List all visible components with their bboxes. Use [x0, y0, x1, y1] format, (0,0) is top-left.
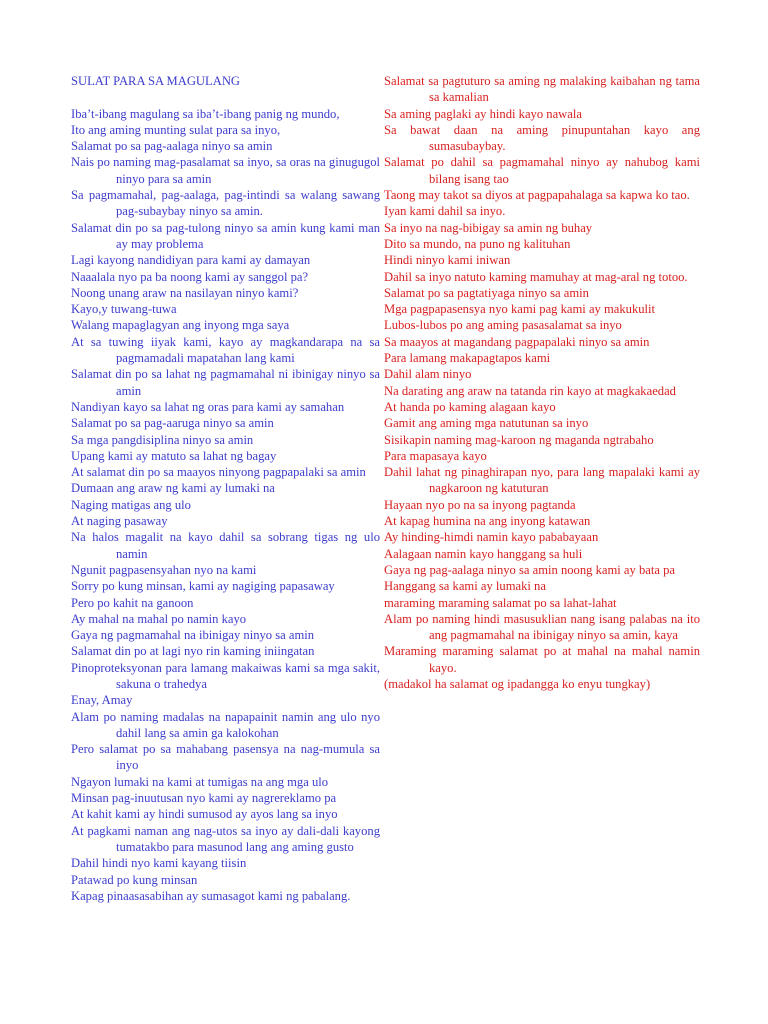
- poem-line: Ngunit pagpasensyahan nyo na kami: [71, 562, 257, 577]
- poem-line: Iba’t-ibang magulang sa iba’t-ibang panig ng mundo,: [71, 106, 340, 121]
- poem-line: Dahil alam ninyo: [384, 367, 472, 382]
- poem-line: Na darating ang araw na tatanda rin kayo at magkakaedad: [384, 383, 676, 398]
- poem-line: At sa tuwing iiyak kami, kayo ay magkandarapa na sa pagmamadali mapatahan lang kami: [71, 334, 380, 366]
- poem-line: Ay hinding-himdi namin kayo pababayaan: [384, 530, 599, 545]
- poem-line: Mga pagpapasensya nyo kami pag kami ay makukulit: [384, 302, 656, 317]
- poem-line: Sisikapin naming mag-karoon ng maganda ngtrabaho: [384, 432, 654, 447]
- poem-line: At kahit kami ay hindi sumusod ay ayos lang sa inyo: [71, 807, 338, 822]
- poem-line: Sa aming paglaki ay hindi kayo nawala: [384, 106, 582, 121]
- poem-line: At salamat din po sa maayos ninyong pagpapalaki sa amin: [71, 465, 366, 480]
- poem-line: Kayo,y tuwang-tuwa: [71, 302, 177, 317]
- poem-line: Salamat po sa pag-aalaga ninyo sa amin: [71, 139, 273, 154]
- poem-line: (madakol ha salamat og ipadangga ko enyu tungkay): [384, 676, 651, 691]
- poem-line: Pinoproteksyonan para lamang makaiwas kami sa mga sakit, sakuna o trahedya: [71, 660, 380, 691]
- poem-line: Salamat po dahil sa pagmamahal ninyo ay nahubog kami bilang isang tao: [384, 155, 700, 186]
- poem-line: Naaalala nyo pa ba noong kami ay sanggol pa?: [71, 269, 309, 284]
- poem-line: maraming maraming salamat po sa lahat-lahat: [384, 595, 617, 610]
- poem-line: Dahil lahat ng pinaghirapan nyo, para lang mapalaki kami ay nagkaroon ng katuturan: [384, 465, 700, 496]
- poem-line: Salamat po sa pag-aaruga ninyo sa amin: [71, 416, 274, 431]
- poem-line: Alam po naming hindi masusuklian nang isang palabas na ito ang pagmamahal na ibinigay ninyo sa amin, kaya: [384, 611, 700, 643]
- document-title: SULAT PARA SA MAGULANG: [71, 74, 241, 88]
- poem-line: Nandiyan kayo sa lahat ng oras para kami ay samahan: [71, 399, 345, 414]
- poem-line: Salamat din po at lagi nyo rin kaming iniingatan: [71, 644, 315, 659]
- poem-line: Sa pagmamahal, pag-aalaga, pag-intindi sa walang sawang pag-subaybay ninyo sa amin.: [71, 188, 380, 219]
- poem-line: Dahil hindi nyo kami kayang tiisin: [71, 856, 247, 871]
- poem-line: Salamat po sa pagtatiyaga ninyo sa amin: [384, 285, 589, 300]
- poem-line: Dumaan ang araw ng kami ay lumaki na: [71, 481, 275, 496]
- poem-line: Patawad po kung minsan: [71, 872, 198, 887]
- poem-line: Dahil sa inyo natuto kaming mamuhay at mag-aral ng totoo.: [384, 269, 688, 284]
- poem-line: Lagi kayong nandidiyan para kami ay damayan: [71, 253, 311, 268]
- poem-line: Noong unang araw na nasilayan ninyo kami?: [71, 285, 299, 300]
- poem-line: Naging matigas ang ulo: [71, 497, 191, 512]
- poem-line: Salamat din po sa pag-tulong ninyo sa amin kung kami man ay may problema: [71, 220, 380, 251]
- poem-line: Salamat sa pagtuturo sa aming ng malaking kaibahan ng tama sa kamalian: [384, 74, 700, 105]
- poem-line: Ay mahal na mahal po namin kayo: [71, 611, 247, 626]
- poem-line: At pagkami naman ang nag-utos sa inyo ay dali-dali kayong tumatakbo para masunod lang ang aming gusto: [71, 823, 380, 854]
- poem-line: Sa bawat daan na aming pinupuntahan kayo ang sumasubaybay.: [384, 122, 700, 154]
- poem-line: Sa maayos at magandang pagpapalaki ninyo sa amin: [384, 334, 650, 349]
- poem-line: Hanggang sa kami ay lumaki na: [384, 579, 546, 594]
- poem-line: Kapag pinaasasabihan ay sumasagot kami ng pabalang.: [71, 888, 351, 903]
- poem-line: Lubos-lubos po ang aming pasasalamat sa inyo: [384, 318, 622, 333]
- poem-line: Enay, Amay: [71, 693, 133, 708]
- poem-line: Minsan pag-inuutusan nyo kami ay nagrereklamo pa: [71, 791, 337, 806]
- poem-line: Upang kami ay matuto sa lahat ng bagay: [71, 448, 277, 463]
- poem-line: Aalagaan namin kayo hanggang sa huli: [384, 546, 583, 561]
- poem-line: Gamit ang aming mga natutunan sa inyo: [384, 416, 589, 431]
- poem-line: Gaya ng pagmamahal na ibinigay ninyo sa amin: [71, 628, 315, 643]
- right-column: [384, 73, 700, 692]
- poem-line: Ngayon lumaki na kami at tumigas na ang mga ulo: [71, 774, 329, 789]
- poem-line: At handa po kaming alagaan kayo: [384, 399, 556, 414]
- poem-line: Dito sa mundo, na puno ng kalituhan: [384, 236, 571, 251]
- poem-line: Hayaan nyo po na sa inyong pagtanda: [384, 497, 576, 512]
- poem-line: Hindi ninyo kami iniwan: [384, 253, 511, 268]
- poem-line: Nais po naming mag-pasalamat sa inyo, sa oras na ginugugol ninyo para sa amin: [71, 155, 380, 186]
- poem-line: Gaya ng pag-aalaga ninyo sa amin noong kami ay bata pa: [384, 562, 675, 577]
- poem-line: Maraming maraming salamat po at mahal na mahal namin kayo.: [384, 644, 700, 675]
- poem-line: Alam po naming madalas na napapainit namin ang ulo nyo dahil lang sa amin ga kalokohan: [71, 709, 380, 740]
- poem-line: Sorry po kung minsan, kami ay nagiging papasaway: [71, 579, 335, 594]
- poem-line: Pero po kahit na ganoon: [71, 595, 194, 610]
- poem-line: Pero salamat po sa mahabang pasensya na nag-mumula sa inyo: [71, 742, 380, 773]
- poem-line: Para lamang makapagtapos kami: [384, 351, 551, 366]
- poem-line: Ito ang aming munting sulat para sa inyo,: [71, 122, 281, 137]
- poem-line: Iyan kami dahil sa inyo.: [384, 204, 506, 219]
- poem-line: Taong may takot sa diyos at pagpapahalaga sa kapwa ko tao.: [384, 188, 690, 203]
- poem-line: At naging pasaway: [71, 514, 168, 529]
- left-column: [71, 73, 380, 904]
- poem-line: Sa mga pangdisiplina ninyo sa amin: [71, 432, 254, 447]
- poem-line: Para mapasaya kayo: [384, 448, 487, 463]
- poem-line: Walang mapaglagyan ang inyong mga saya: [71, 318, 290, 333]
- poem-line: Sa inyo na nag-bibigay sa amin ng buhay: [384, 220, 593, 235]
- poem-line: Salamat din po sa lahat ng pagmamahal ni ibinigay ninyo sa amin: [71, 367, 380, 398]
- poem-line: At kapag humina na ang inyong katawan: [384, 514, 591, 529]
- poem-line: Na halos magalit na kayo dahil sa sobrang tigas ng ulo namin: [71, 530, 380, 561]
